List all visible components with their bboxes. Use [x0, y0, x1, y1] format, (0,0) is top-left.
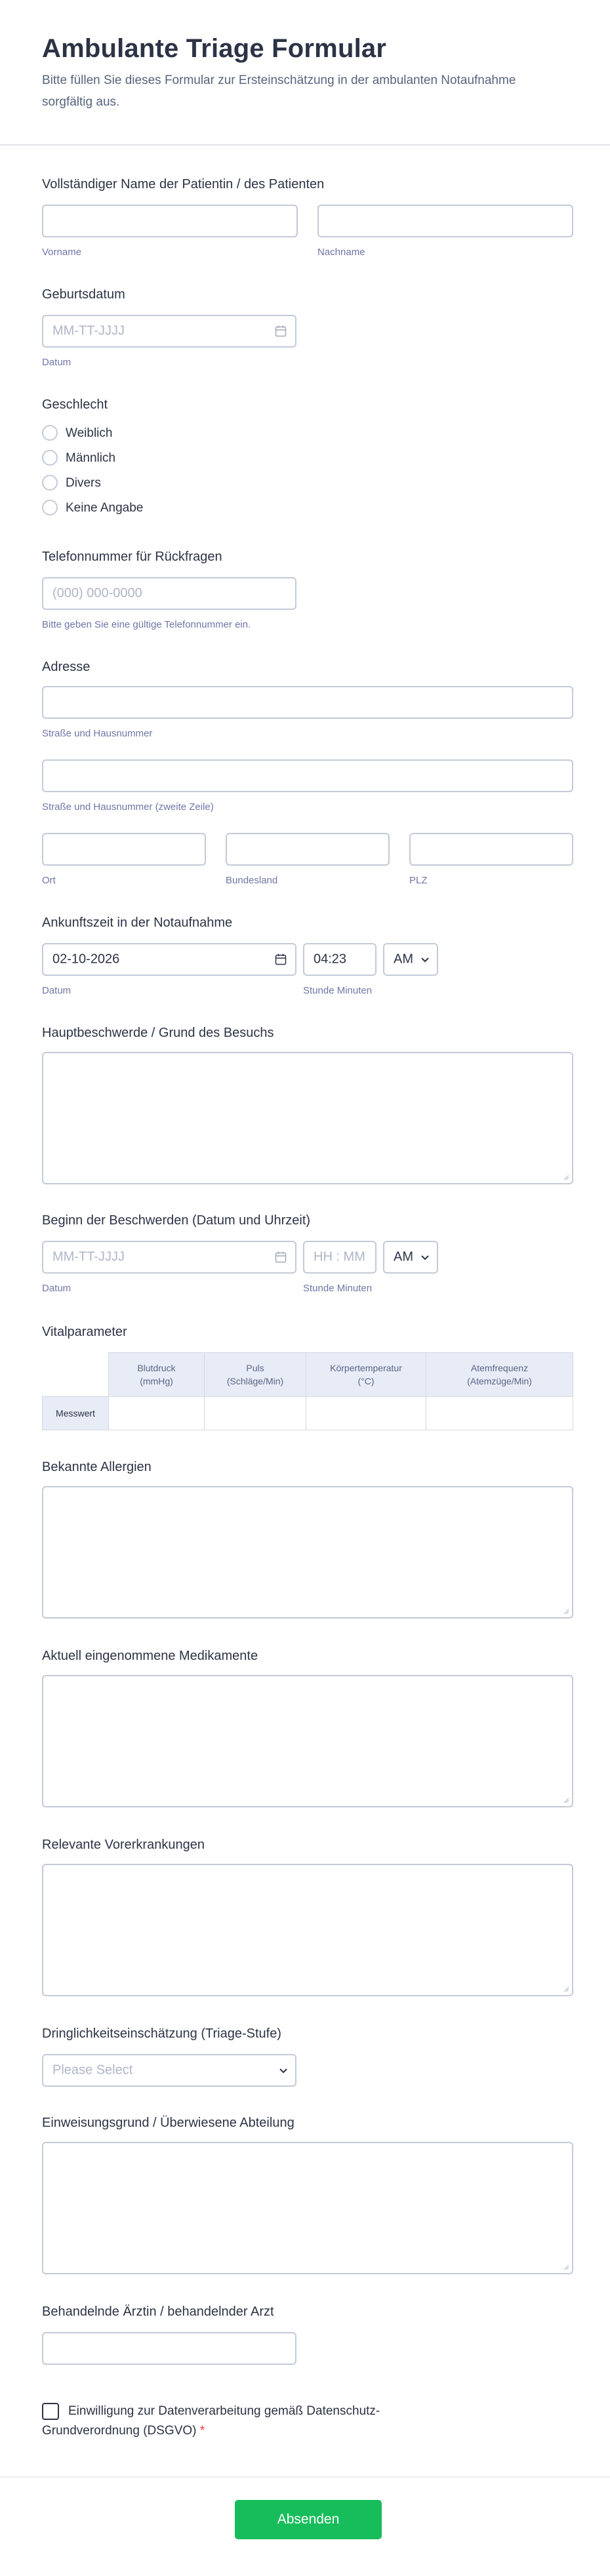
complaint-label: Hauptbeschwerde / Grund des Besuchs: [42, 1026, 274, 1040]
physician-input[interactable]: [42, 2332, 296, 2365]
last-name-sublabel: Nachname: [317, 247, 365, 258]
phone-input[interactable]: [42, 577, 296, 610]
street-line-1-input[interactable]: [42, 686, 573, 719]
gender-label: Geschlecht: [42, 397, 108, 412]
vitals-header-line: Puls: [246, 1363, 264, 1373]
arrival-time-input[interactable]: [303, 943, 376, 976]
calendar-icon[interactable]: [274, 953, 287, 966]
referral-textarea[interactable]: [42, 2142, 573, 2274]
phone-placeholder: (000) 000-0000: [52, 586, 142, 601]
phone-label: Telefonnummer für Rückfragen: [42, 550, 222, 564]
radio-label: Keine Angabe: [66, 501, 144, 515]
birthdate-input[interactable]: [42, 315, 296, 348]
vitals-header-line: (°C): [357, 1376, 375, 1386]
onset-date-input[interactable]: [42, 1241, 296, 1274]
chevron-down-icon: [278, 2065, 289, 2076]
conditions-textarea[interactable]: [42, 1864, 573, 1996]
street-line-2-input[interactable]: [42, 759, 573, 792]
consent-label: [42, 2402, 449, 2441]
last-name-input[interactable]: [317, 205, 573, 237]
phone-hint: Bitte geben Sie eine gültige Telefonnummer ein.: [42, 619, 251, 630]
resize-grip-icon[interactable]: [563, 1797, 569, 1803]
radio-label: Divers: [66, 476, 101, 490]
onset-time-input[interactable]: [303, 1241, 376, 1274]
arrival-date-value: 02-10-2026: [52, 952, 120, 967]
street-line-1-sublabel: Straße und Hausnummer: [42, 728, 153, 739]
name-label: Vollständiger Name der Patientin / des Patienten: [42, 177, 325, 191]
triage-placeholder: Please Select: [52, 2063, 133, 2078]
triage-label: Dringlichkeitseinschätzung (Triage-Stufe): [42, 2026, 281, 2041]
arrival-ampm-value: AM: [394, 952, 413, 967]
calendar-icon[interactable]: [274, 325, 287, 338]
chevron-down-icon: [420, 1252, 430, 1262]
arrival-time-value: 04:23: [314, 952, 347, 967]
allergies-textarea[interactable]: [42, 1486, 573, 1619]
birthdate-sublabel: Datum: [42, 357, 71, 368]
city-sublabel: Ort: [42, 875, 56, 886]
vitals-header-line: (Schläge/Min): [226, 1376, 284, 1386]
vitals-row-label: Messwert: [42, 1396, 109, 1430]
vitals-header-line: Atemfrequenz: [470, 1363, 529, 1373]
vitals-header-line: (mmHg): [140, 1376, 173, 1386]
radio-button[interactable]: [42, 500, 58, 515]
vitals-header-koerpertemperatur: [306, 1352, 426, 1397]
state-sublabel: Bundesland: [226, 875, 278, 886]
arrival-label: Ankunftszeit in der Notaufnahme: [42, 916, 233, 930]
vitals-header-atemfrequenz: [426, 1352, 573, 1397]
arrival-date-sublabel: Datum: [42, 985, 71, 996]
medications-label: Aktuell eingenommene Medikamente: [42, 1649, 258, 1663]
birthdate-label: Geburtsdatum: [42, 287, 125, 302]
state-input[interactable]: [226, 833, 390, 866]
vitals-puls-input[interactable]: [204, 1396, 306, 1430]
radio-label: Männlich: [66, 451, 116, 465]
radio-button[interactable]: [42, 450, 58, 466]
birthdate-placeholder: MM-TT-JJJJ: [52, 323, 125, 338]
vitals-header-line: (Atemzüge/Min): [467, 1376, 532, 1386]
vitals-atemfrequenz-input[interactable]: [426, 1396, 573, 1430]
zip-input[interactable]: [409, 833, 573, 866]
onset-date-placeholder: MM-TT-JJJJ: [52, 1249, 125, 1264]
vitals-label: Vitalparameter: [42, 1325, 127, 1339]
vitals-header-line: Körpertemperatur: [330, 1363, 402, 1373]
form-subtitle: Bitte füllen Sie dieses Formular zur Ersteinschätzung in der ambulanten Notaufnahme sorgfältig aus.: [42, 73, 516, 109]
resize-grip-icon[interactable]: [563, 2264, 569, 2270]
zip-sublabel: PLZ: [409, 875, 428, 886]
address-label: Adresse: [42, 660, 91, 674]
resize-grip-icon[interactable]: [563, 1986, 569, 1992]
form-title: Ambulante Triage Formular: [42, 34, 387, 63]
arrival-time-sublabel: Stunde Minuten: [303, 985, 373, 996]
street-line-2-sublabel: Straße und Hausnummer (zweite Zeile): [42, 801, 214, 813]
consent-text: Einwilligung zur Datenverarbeitung gemäß Datenschutz-Grundverordnung (DSGVO): [42, 2404, 380, 2438]
radio-button[interactable]: [42, 475, 58, 491]
footer-divider: [0, 2476, 610, 2478]
physician-label: Behandelnde Ärztin / behandelnder Arzt: [42, 2304, 274, 2319]
medications-textarea[interactable]: [42, 1675, 573, 1807]
first-name-sublabel: Vorname: [42, 247, 82, 258]
onset-ampm-select[interactable]: [383, 1241, 438, 1274]
onset-date-sublabel: Datum: [42, 1283, 71, 1294]
radio-button[interactable]: [42, 425, 58, 441]
triage-select[interactable]: [42, 2054, 296, 2087]
first-name-input[interactable]: [42, 205, 298, 237]
vitals-corner-cell: [42, 1352, 109, 1397]
form-header: [0, 0, 610, 146]
conditions-label: Relevante Vorerkrankungen: [42, 1838, 205, 1852]
vitals-table: [42, 1352, 573, 1432]
onset-time-placeholder: HH : MM: [314, 1249, 365, 1264]
referral-label: Einweisungsgrund / Überwiesene Abteilung: [42, 2116, 295, 2130]
onset-time-sublabel: Stunde Minuten: [303, 1283, 373, 1294]
vitals-header-puls: [204, 1352, 306, 1397]
submit-button[interactable]: Absenden: [235, 2500, 382, 2539]
city-input[interactable]: [42, 833, 206, 866]
resize-grip-icon[interactable]: [563, 1174, 569, 1180]
calendar-icon[interactable]: [274, 1251, 287, 1264]
chevron-down-icon: [420, 954, 430, 965]
vitals-header-line: Blutdruck: [137, 1363, 176, 1373]
vitals-blutdruck-input[interactable]: [108, 1396, 205, 1430]
resize-grip-icon[interactable]: [563, 1608, 569, 1615]
arrival-date-input[interactable]: [42, 943, 296, 976]
radio-label: Weiblich: [66, 426, 113, 440]
required-mark: *: [199, 2424, 205, 2438]
complaint-textarea[interactable]: [42, 1052, 573, 1184]
onset-ampm-value: AM: [394, 1249, 413, 1264]
vitals-header-blutdruck: [108, 1352, 205, 1397]
vitals-koerpertemperatur-input[interactable]: [306, 1396, 426, 1430]
allergies-label: Bekannte Allergien: [42, 1460, 152, 1474]
onset-label: Beginn der Beschwerden (Datum und Uhrzeit): [42, 1213, 311, 1228]
arrival-ampm-select[interactable]: [383, 943, 438, 976]
